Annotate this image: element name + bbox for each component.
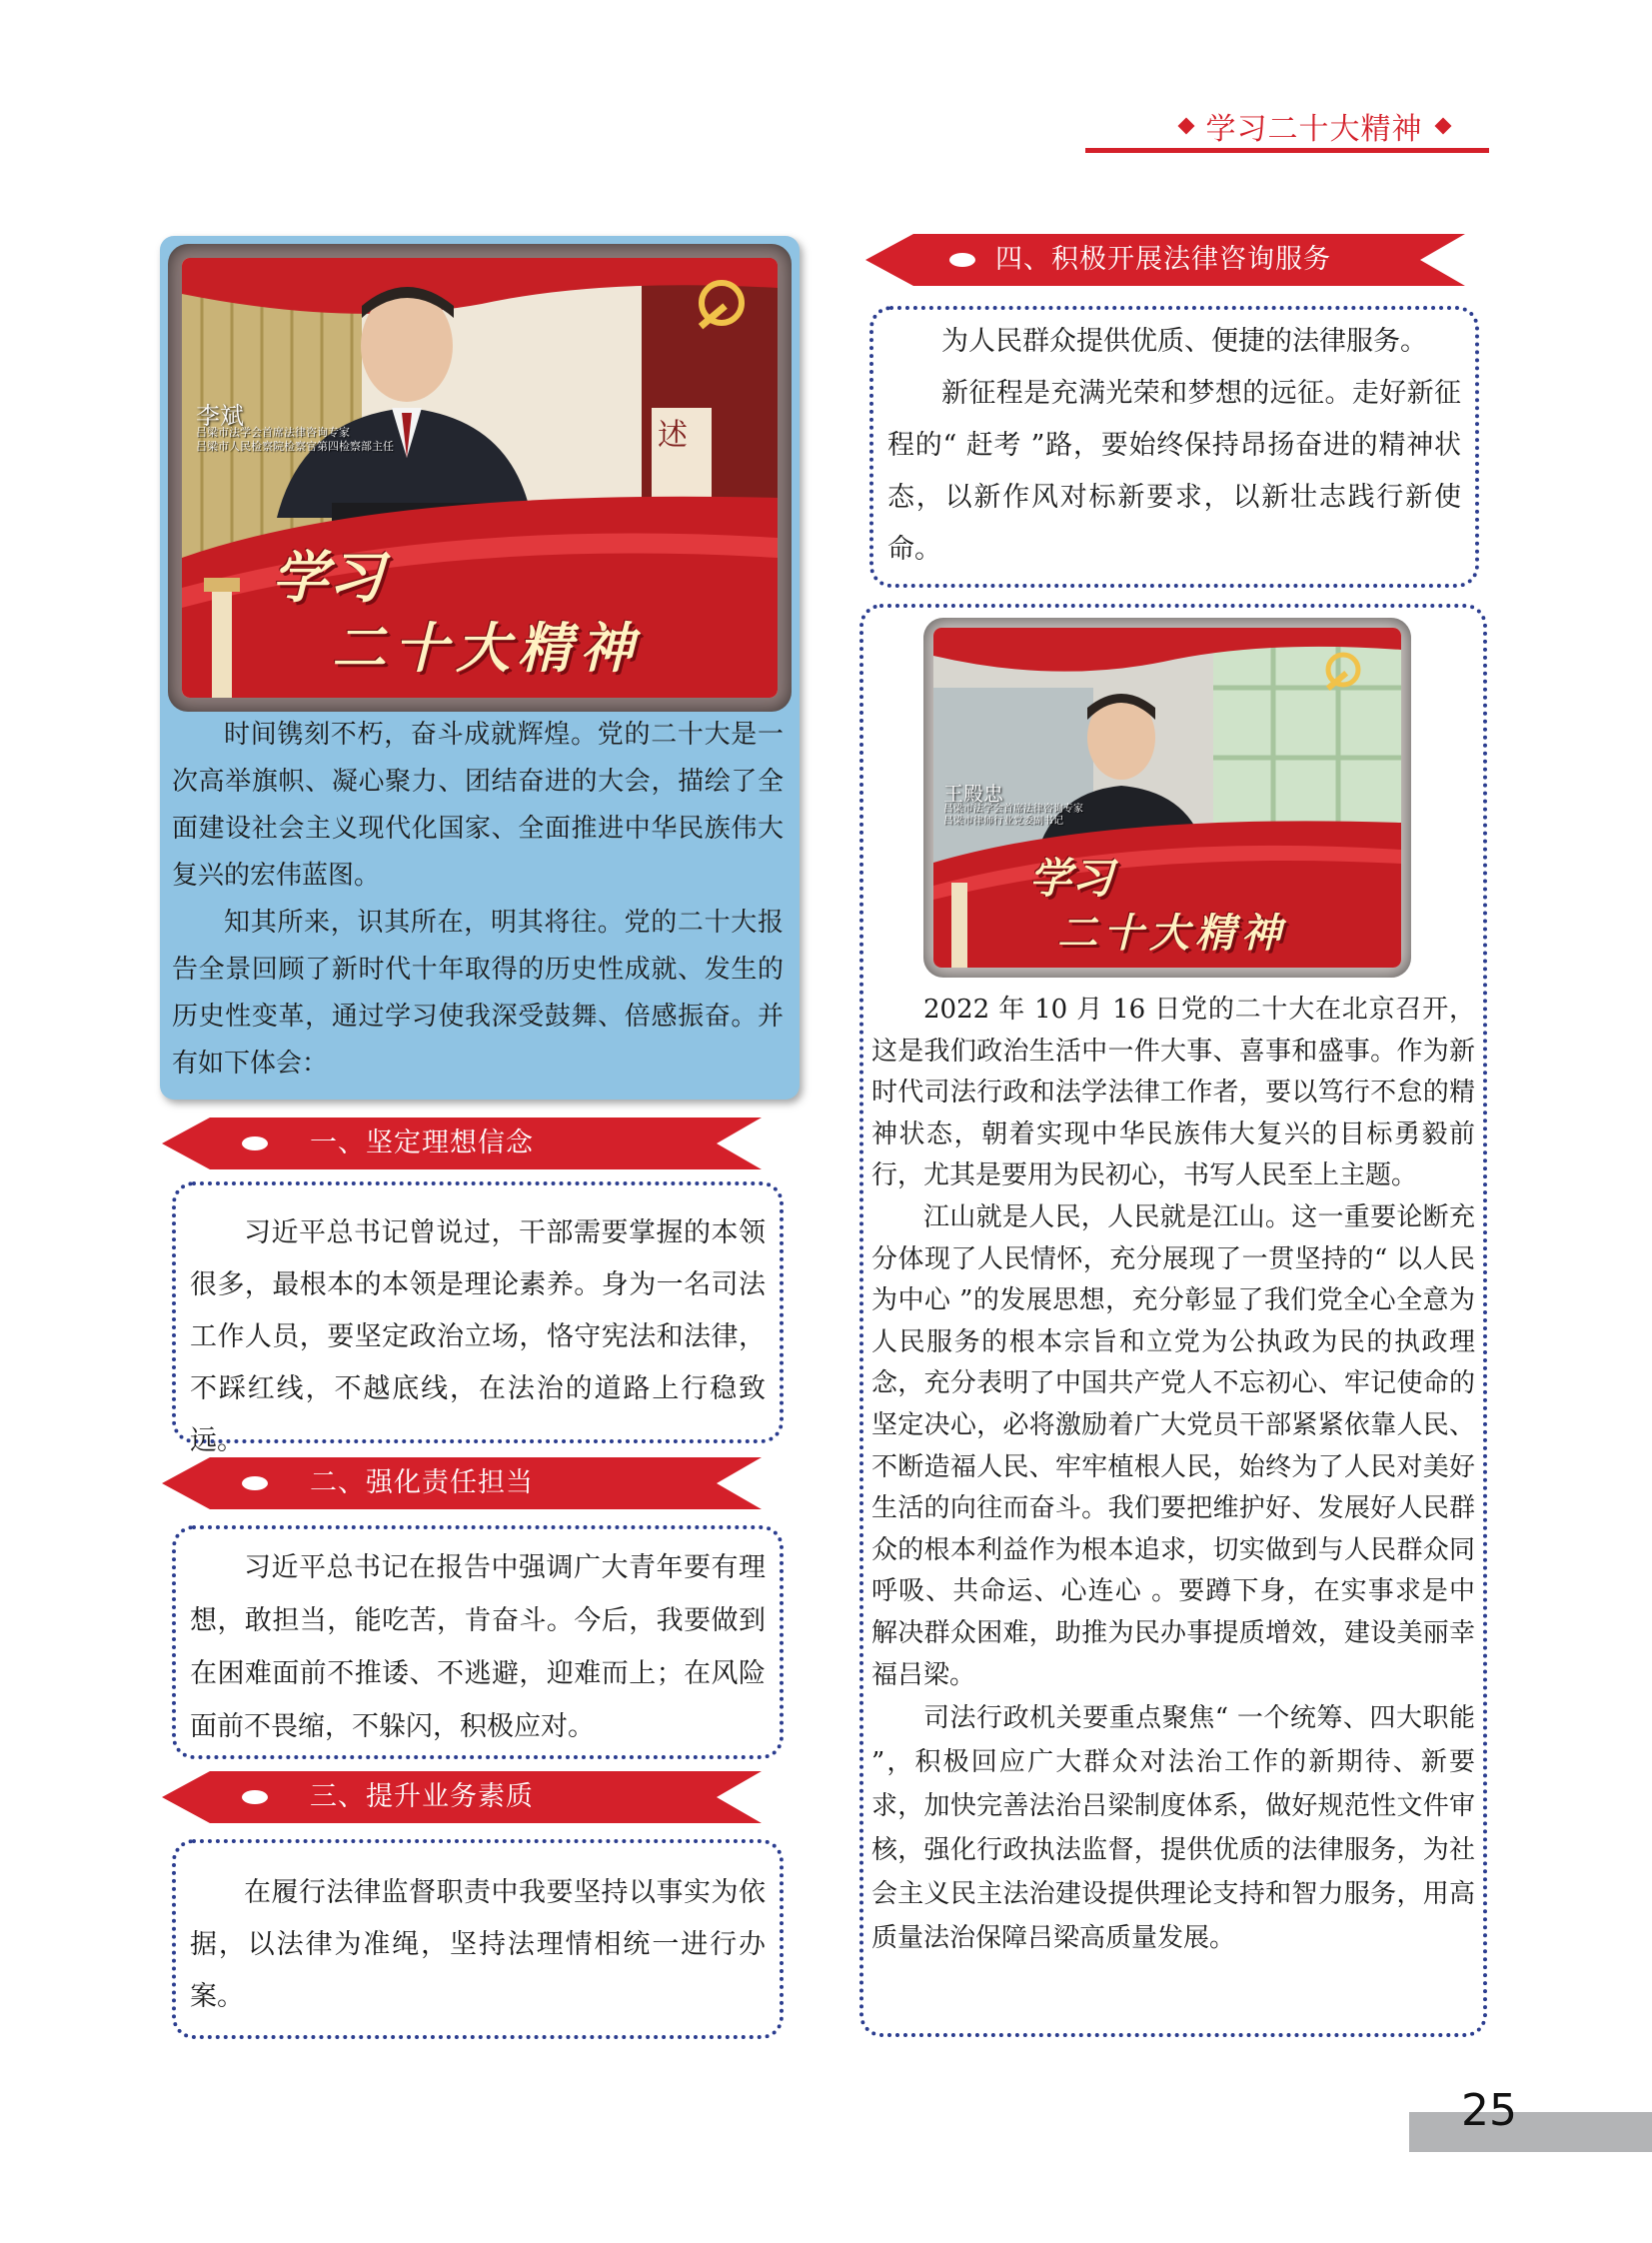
section-body: 习近平总书记在报告中强调广大青年要有理想，敢担当，能吃苦，肯奋斗。今后，我要做到在困难面前不推诿、不逃避，迎难而上；在风险面前不畏缩，不躲闪，积极应对。 bbox=[190, 1552, 766, 1742]
section-heading-3 bbox=[162, 1771, 762, 1823]
speaker-name: 李斌 bbox=[196, 402, 244, 430]
section-header-label: 学习二十大精神 bbox=[1205, 112, 1423, 147]
section-box-1 bbox=[172, 1181, 784, 1456]
section-header bbox=[1149, 104, 1479, 148]
speaker-title-line1: 吕梁市法学会首席法律咨询专家 bbox=[196, 426, 350, 439]
section-heading-text: 四、积极开展法律咨询服务 bbox=[995, 244, 1331, 275]
section-heading-2 bbox=[162, 1457, 762, 1509]
section-body: 习近平总书记曾说过，干部需要掌握的本领很多，最根本的本领是理论素养。身为一名司法工作人员，要坚定政治立场，恪守宪法和法律，不踩红线，不越底线，在法治的道路上行稳致远。 bbox=[190, 1217, 766, 1456]
page-number-bar bbox=[1409, 2112, 1652, 2152]
diamond-icon bbox=[1434, 118, 1451, 135]
intro-text bbox=[172, 712, 784, 1088]
article-paragraph: 江山就是人民，人民就是江山。这一重要论断充分体现了人民情怀，充分展现了一贯坚持的“ 以人民为中心 ”的发展思想，充分彰显了我们党全心全意为人民服务的根本宗旨和立党为公执政为民的执政理念，充分表明了中国共产党人不忘初心、牢记使命的坚定决心，必将激励着广大党员干部紧紧依靠人民、不断造福人民、牢牢植根人民，始终为了人民对美好生活的向往而奋斗。我们要把维护好、发展好人民群众的根本利益作为根本追求，切实做到与人民群众同呼吸、共命运、心连心 。要蹲下身，在实事求是中解决群众困难，助推为民办事提质增效，建设美丽幸福吕梁。 bbox=[871, 1201, 1475, 1690]
page-number: 25 bbox=[1461, 2085, 1517, 2136]
speaker-title-line2: 吕梁市人民检察院检察官第四检察部主任 bbox=[196, 440, 394, 453]
diamond-icon bbox=[1177, 118, 1194, 135]
section-box-3 bbox=[172, 1839, 784, 2039]
bullet-icon bbox=[242, 1790, 268, 1804]
portrait-photo-1 bbox=[182, 258, 778, 698]
article-2-text bbox=[871, 990, 1475, 1960]
banner-line2: 二十大精神 bbox=[332, 616, 642, 680]
section-heading-4 bbox=[865, 234, 1465, 286]
photo-frame-2 bbox=[923, 618, 1411, 978]
intro-paragraph: 时间镌刻不朽，奋斗成就辉煌。党的二十大是一次高举旗帜、凝心聚力、团结奋进的大会，描绘了全面建设社会主义现代化国家、全面推进中华民族伟大复兴的宏伟蓝图。 bbox=[172, 720, 784, 891]
portrait-photo-2 bbox=[933, 628, 1401, 968]
section-body: 在履行法律监督职责中我要坚持以事实为依据，以法律为准绳，坚持法理情相统一进行办案。 bbox=[190, 1877, 766, 2012]
bullet-icon bbox=[242, 1136, 268, 1150]
section-heading-text: 二、强化责任担当 bbox=[310, 1467, 534, 1498]
speaker-title-line1: 吕梁市法学会首席法律咨询专家 bbox=[943, 804, 1083, 815]
banner-line2: 二十大精神 bbox=[1057, 910, 1287, 957]
banner-line1: 学习 bbox=[272, 545, 384, 611]
section-heading-1 bbox=[162, 1118, 762, 1169]
bullet-icon bbox=[242, 1476, 268, 1490]
section-body: 新征程是充满光荣和梦想的远征。走好新征程的“ 赶考 ”路，要始终保持昂扬奋进的精神状态，以新作风对标新要求，以新壮志践行新使命。 bbox=[887, 378, 1461, 565]
header-rule bbox=[1085, 148, 1489, 153]
article-paragraph: 司法行政机关要重点聚焦“ 一个统筹、四大职能 ”，积极回应广大群众对法治工作的新期待、新要求，加快完善法治吕梁制度体系，做好规范性文件审核，强化行政执法监督，提供优质的法律服务，为社会主义民主法治建设提供理论支持和智力服务，用高质量法治保障吕梁高质量发展。 bbox=[871, 1703, 1475, 1954]
article-paragraph: 2022 年 10 月 16 日党的二十大在北京召开，这是我们政治生活中一件大事、喜事和盛事。作为新时代司法行政和法学法律工作者，要以笃行不怠的精神状态，朝着实现中华民族伟大复兴的目标勇毅前行，尤其是要用为民初心，书写人民至上主题。 bbox=[871, 995, 1475, 1191]
section-heading-text: 一、坚定理想信念 bbox=[310, 1127, 534, 1158]
intro-paragraph: 知其所来，识其所在，明其将往。党的二十大报告全景回顾了新时代十年取得的历史性成就、发生的历史性变革，通过学习使我深受鼓舞、倍感振奋。并有如下体会： bbox=[172, 908, 784, 1079]
section-box-4 bbox=[869, 306, 1479, 588]
banner-line1: 学习 bbox=[1029, 854, 1114, 903]
section-body: 为人民群众提供优质、便捷的法律服务。 bbox=[941, 326, 1427, 357]
bullet-icon bbox=[949, 253, 975, 267]
wall-sign: 述 bbox=[658, 418, 688, 453]
speaker-name: 王殿忠 bbox=[943, 782, 1003, 806]
section-heading-text: 三、提升业务素质 bbox=[310, 1781, 534, 1812]
section-box-2 bbox=[172, 1525, 784, 1759]
photo-frame-1 bbox=[168, 244, 792, 712]
speaker-title-line2: 吕梁市律师行业党委副书记 bbox=[943, 816, 1063, 827]
